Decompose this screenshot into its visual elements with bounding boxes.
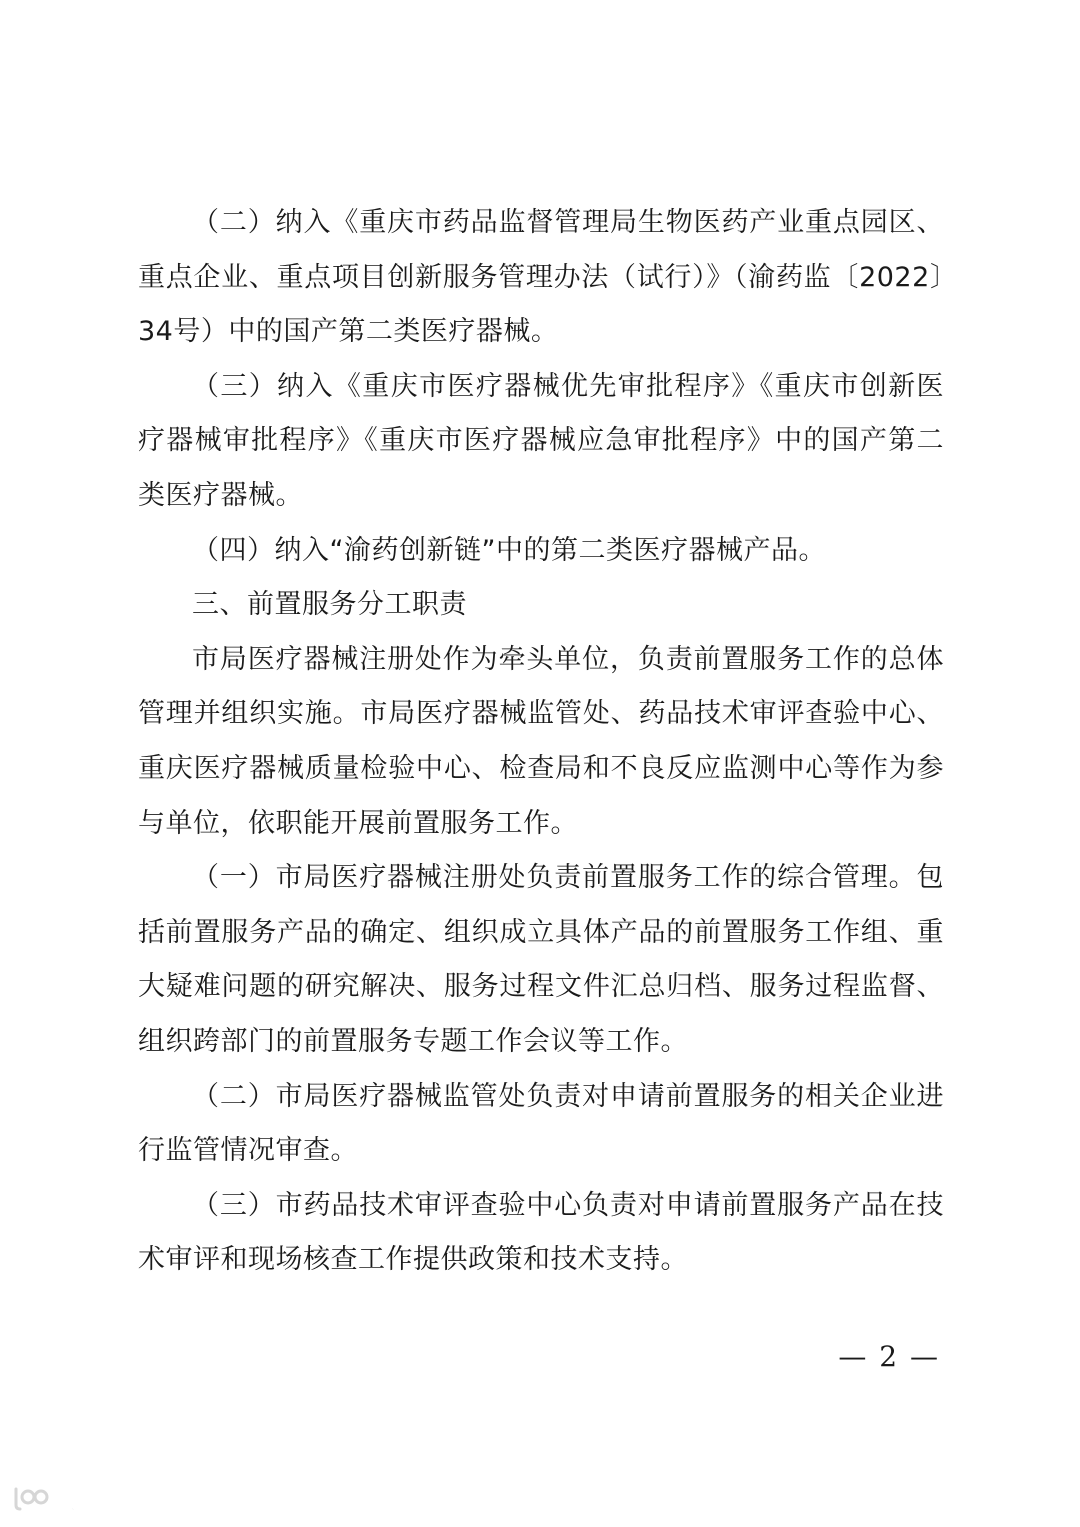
duty-item-2: （二）市局医疗器械监管处负责对申请前置服务的相关企业进行监管情况审查。	[138, 1080, 944, 1167]
section-intro-paragraph: 市局医疗器械注册处作为牵头单位，负责前置服务工作的总体管理并组织实施。市局医疗器械监管处、药品技术审评查验中心、重庆医疗器械质量检验中心、检查局和不良反应监测中心等作为参与单位，依职能开展前置服务工作。	[138, 643, 944, 839]
paragraph-item-4: （四）纳入“渝药创新链”中的第二类医疗器械产品。	[192, 534, 826, 566]
watermark-logo-icon	[10, 1483, 50, 1517]
page-number: — 2 —	[838, 1340, 940, 1373]
watermark-text: 大数跨境	[54, 1489, 143, 1515]
watermark	[10, 1483, 142, 1517]
section-heading-3: 三、前置服务分工职责	[192, 589, 467, 621]
document-body	[138, 196, 944, 1288]
duty-item-3: （三）市药品技术审评查验中心负责对申请前置服务产品在技术审评和现场核查工作提供政策和技术支持。	[138, 1189, 944, 1276]
duty-item-1: （一）市局医疗器械注册处负责前置服务工作的综合管理。包括前置服务产品的确定、组织成立具体产品的前置服务工作组、重大疑难问题的研究解决、服务过程文件汇总归档、服务过程监督、组织跨部门的前置服务专题工作会议等工作。	[138, 862, 944, 1057]
paragraph-item-2: （二）纳入《重庆市药品监督管理局生物医药产业重点园区、重点企业、重点项目创新服务管理办法（试行）》（渝药监〔2022〕34号）中的国产第二类医疗器械。	[138, 207, 944, 348]
paragraph-item-3: （三）纳入《重庆市医疗器械优先审批程序》《重庆市创新医疗器械审批程序》《重庆市医疗器械应急审批程序》中的国产第二类医疗器械。	[138, 370, 944, 511]
